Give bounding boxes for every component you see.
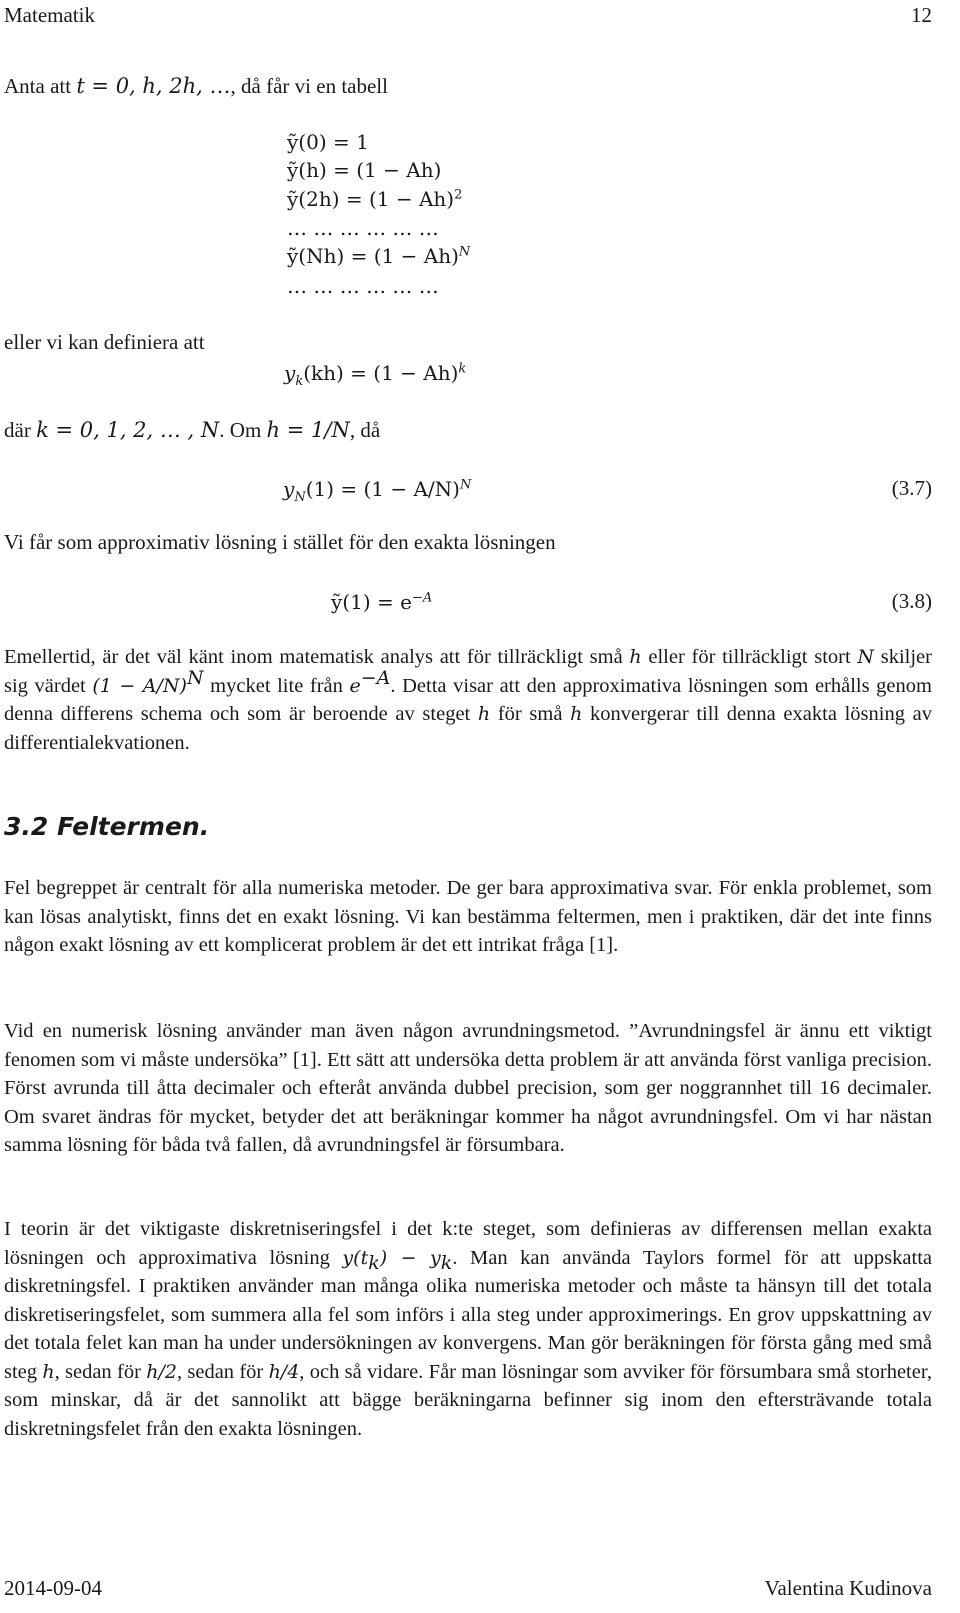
equation-3-7: $y_N(1) = (1 - A/N)^N$: [283, 477, 472, 505]
intro-pre: Anta att: [4, 74, 77, 98]
page-number: 12: [911, 3, 932, 27]
intro-post: , då får vi en tabell: [230, 74, 388, 98]
table-ellipsis-2: … … … … … …: [287, 274, 439, 298]
intro-math: t = 0, h, 2h, …: [76, 74, 231, 98]
page-header-title: Matematik: [4, 3, 95, 27]
where-line: där k = 0, 1, 2, … , N. Om h = 1/N, då: [4, 418, 381, 442]
approx-text: Vi får som approximativ lösning i stället för den exakta lösningen: [4, 530, 556, 554]
intro-line: [4, 75, 388, 97]
section-heading: 3.2 Feltermen.: [4, 812, 210, 841]
paragraph-rounding-error: Vid en numerisk lösning använder man även någon avrundningsmetod. ”Avrundningsfel är ännu ett viktigt fenomen som vi måste undersöka” [1]. Ett sätt att undersöka detta problem är att använda först vanliga precision. Först avrunda till åtta decimaler och efteråt använda dubbel precision, som ger noggrannhet till 16 decimaler. Om svaret ändras för mycket, betyder det att beräkningar kommer ha något avrundningsfel. Om vi har nästan samma lösning för båda två fallen, då avrundningsfel är försumbara.: [4, 1020, 932, 1156]
table-line-1: ỹ(0) = 1: [287, 130, 369, 154]
define-text: eller vi kan definiera att: [4, 330, 205, 354]
table-line-2: ỹ(h) = (1 − Ah): [287, 158, 442, 182]
paragraph-error-concept: Fel begreppet är centralt för alla numeriska metoder. De ger bara approximativa svar. För enkla problemet, som kan lösas analytiskt, finns det en exakt lösning. Vi kan bestämma feltermen, men i praktiken, där det inte finns någon exakt lösning av ett komplicerat problem är det ett intrikat fråga [1].: [4, 877, 932, 956]
equation-number-3-7: (3.7): [891, 476, 932, 500]
equation-3-8: ỹ(1) = $e^{-A}$: [331, 590, 433, 614]
equation-define: $y_k(kh) = (1 - Ah)^k$: [284, 361, 467, 389]
footer-author: Valentina Kudinova: [764, 1576, 932, 1600]
paragraph-discretization-error: I teorin är det viktigaste diskretniseringsfel i det k:te steget, som definieras av differensen mellan exakta lösningen och approximativa lösning $y(t_k) - y_k$. Man kan använda Taylors formel för att uppskatta diskretningsfel. I praktiken använder man många olika numeriska metoder och måste ta hänsyn till det totala diskretiseringsfelet, som summera alla fel som införs i alla steg under approximerings. En grov uppskattning av det totala felet kan man ha under undersökningen av konvergens. Man gör beräkningen för första gång med små steg h, sedan för h/2, sedan för h/4, och så vidare. Får man lösningar som avviker för försumbara små storheter, som minskar, då är det sannolikt att bägge beräkningarna befinner sig inom den eftersträvande totala diskretningsfelet från den exakta lösningen.: [4, 1218, 932, 1440]
footer-date: 2014-09-04: [4, 1576, 102, 1600]
paragraph-convergence: Emellertid, är det väl känt inom matematisk analys att för tillräckligt små h eller för tillräckligt stort N skiljer sig värdet $(1 - A/N)^N$ mycket lite från $e^{-A}$. Detta visar att den approximativa lösningen som erhålls genom denna differens schema och som är beroende av steget h för små h konvergerar till denna exakta lösning av differentialekvationen.: [4, 646, 932, 754]
table-line-5: ỹ(Nh) = $(1 - Ah)^N$: [287, 244, 471, 268]
table-ellipsis-1: … … … … … …: [287, 216, 439, 240]
equation-number-3-8: (3.8): [891, 589, 932, 613]
table-line-3: ỹ(2h) = $(1 - Ah)^2$: [287, 187, 463, 211]
